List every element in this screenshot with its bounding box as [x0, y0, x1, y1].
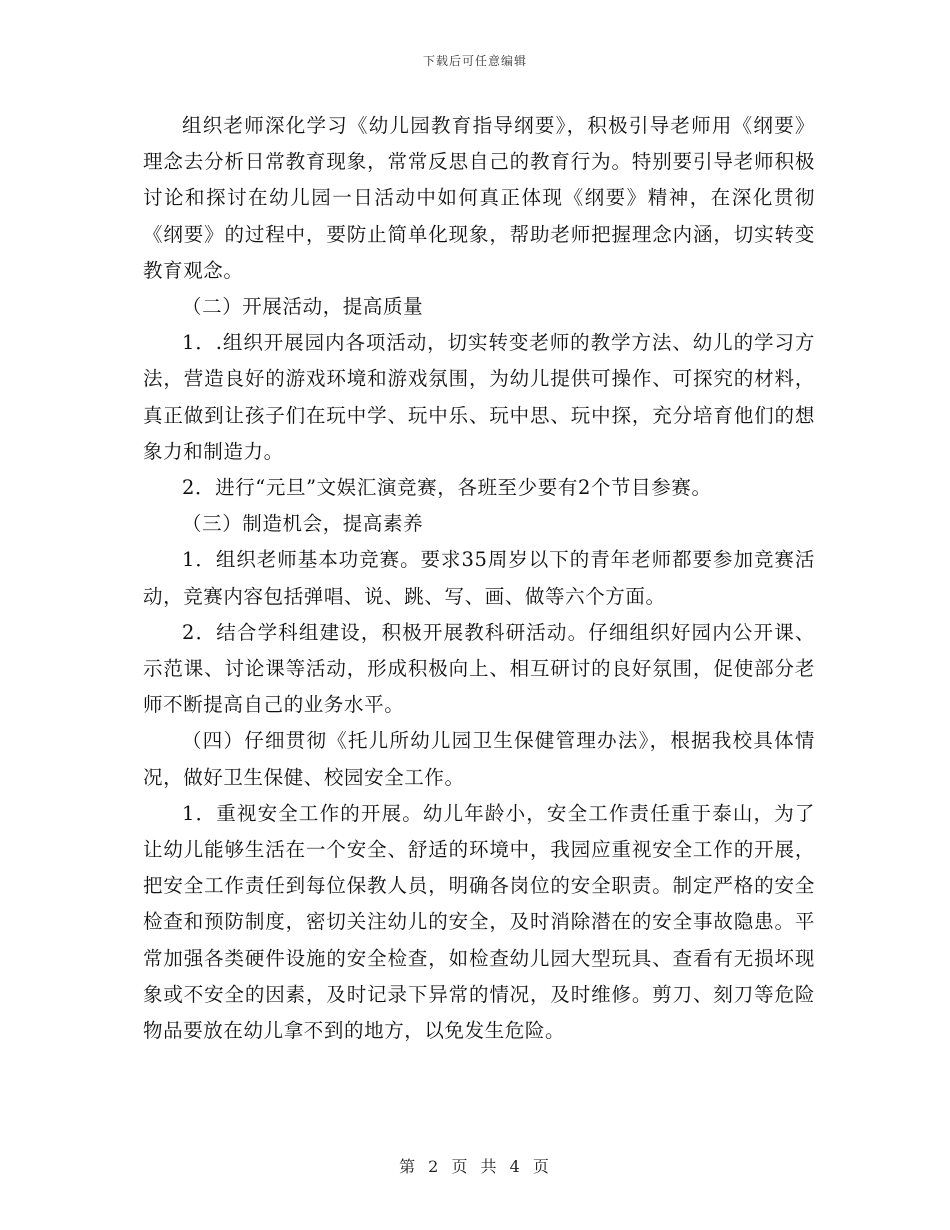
section-heading-opportunities: （三）制造机会，提高素养	[182, 512, 424, 536]
paragraph-activities-2: 2．进行“元旦”文娱汇演竞赛，各班至少要有2个节目参赛。	[182, 476, 712, 500]
page-footer: 第 2 页 共 4 页	[399, 1157, 551, 1176]
paragraph-opportunities-1: 1．组织老师基本功竞赛。要求35周岁以下的青年老师都要参加竞赛活动，竞赛内容包括弹唱、说、跳、写、画、做等六个方面。	[143, 548, 815, 608]
paragraph-opportunities-2: 2．结合学科组建设，积极开展教科研活动。仔细组织好园内公开课、示范课、讨论课等活动，形成积极向上、相互研讨的良好氛围，促使部分老师不断提高自己的业务水平。	[143, 620, 815, 717]
paragraph-safety-1: 1．重视安全工作的开展。幼儿年龄小，安全工作责任重于泰山，为了让幼儿能够生活在一个安全、舒适的环境中，我园应重视安全工作的开展，把安全工作责任到每位保教人员，明确各岗位的安全职责。制定严格的安全检查和预防制度，密切关注幼儿的安全，及时消除潜在的安全事故隐患。平常加强各类硬件设施的安全检查，如检查幼儿园大型玩具、查看有无损坏现象或不安全的因素，及时记录下异常的情况，及时维修。剪刀、刻刀等危险物品要放在幼儿拿不到的地方，以免发生危险。	[143, 801, 815, 1043]
paragraph-activities-1: 1．.组织开展园内各项活动，切实转变老师的教学方法、幼儿的学习方法，营造良好的游戏环境和游戏氛围，为幼儿提供可操作、可探究的材料，真正做到让孩子们在玩中学、玩中乐、玩中思、玩中探，充分培育他们的想象力和制造力。	[143, 331, 815, 463]
page-header: 下载后可任意编辑	[422, 54, 527, 68]
paragraph-study-outline: 组织老师深化学习《幼儿园教育指导纲要》，积极引导老师用《纲要》理念去分析日常教育现象，常常反思自己的教育行为。特别要引导老师积极讨论和探讨在幼儿园一日活动中如何真正体现《纲要》精神，在深化贯彻《纲要》的过程中，要防止简单化现象，帮助老师把握理念内涵，切实转变教育观念。	[143, 114, 815, 282]
section-heading-health-safety: （四）仔细贯彻《托儿所幼儿园卫生保健管理办法》，根据我校具体情况，做好卫生保健、校园安全工作。	[143, 729, 815, 789]
document-body	[143, 108, 815, 1049]
section-heading-activities: （二）开展活动，提高质量	[182, 295, 424, 319]
